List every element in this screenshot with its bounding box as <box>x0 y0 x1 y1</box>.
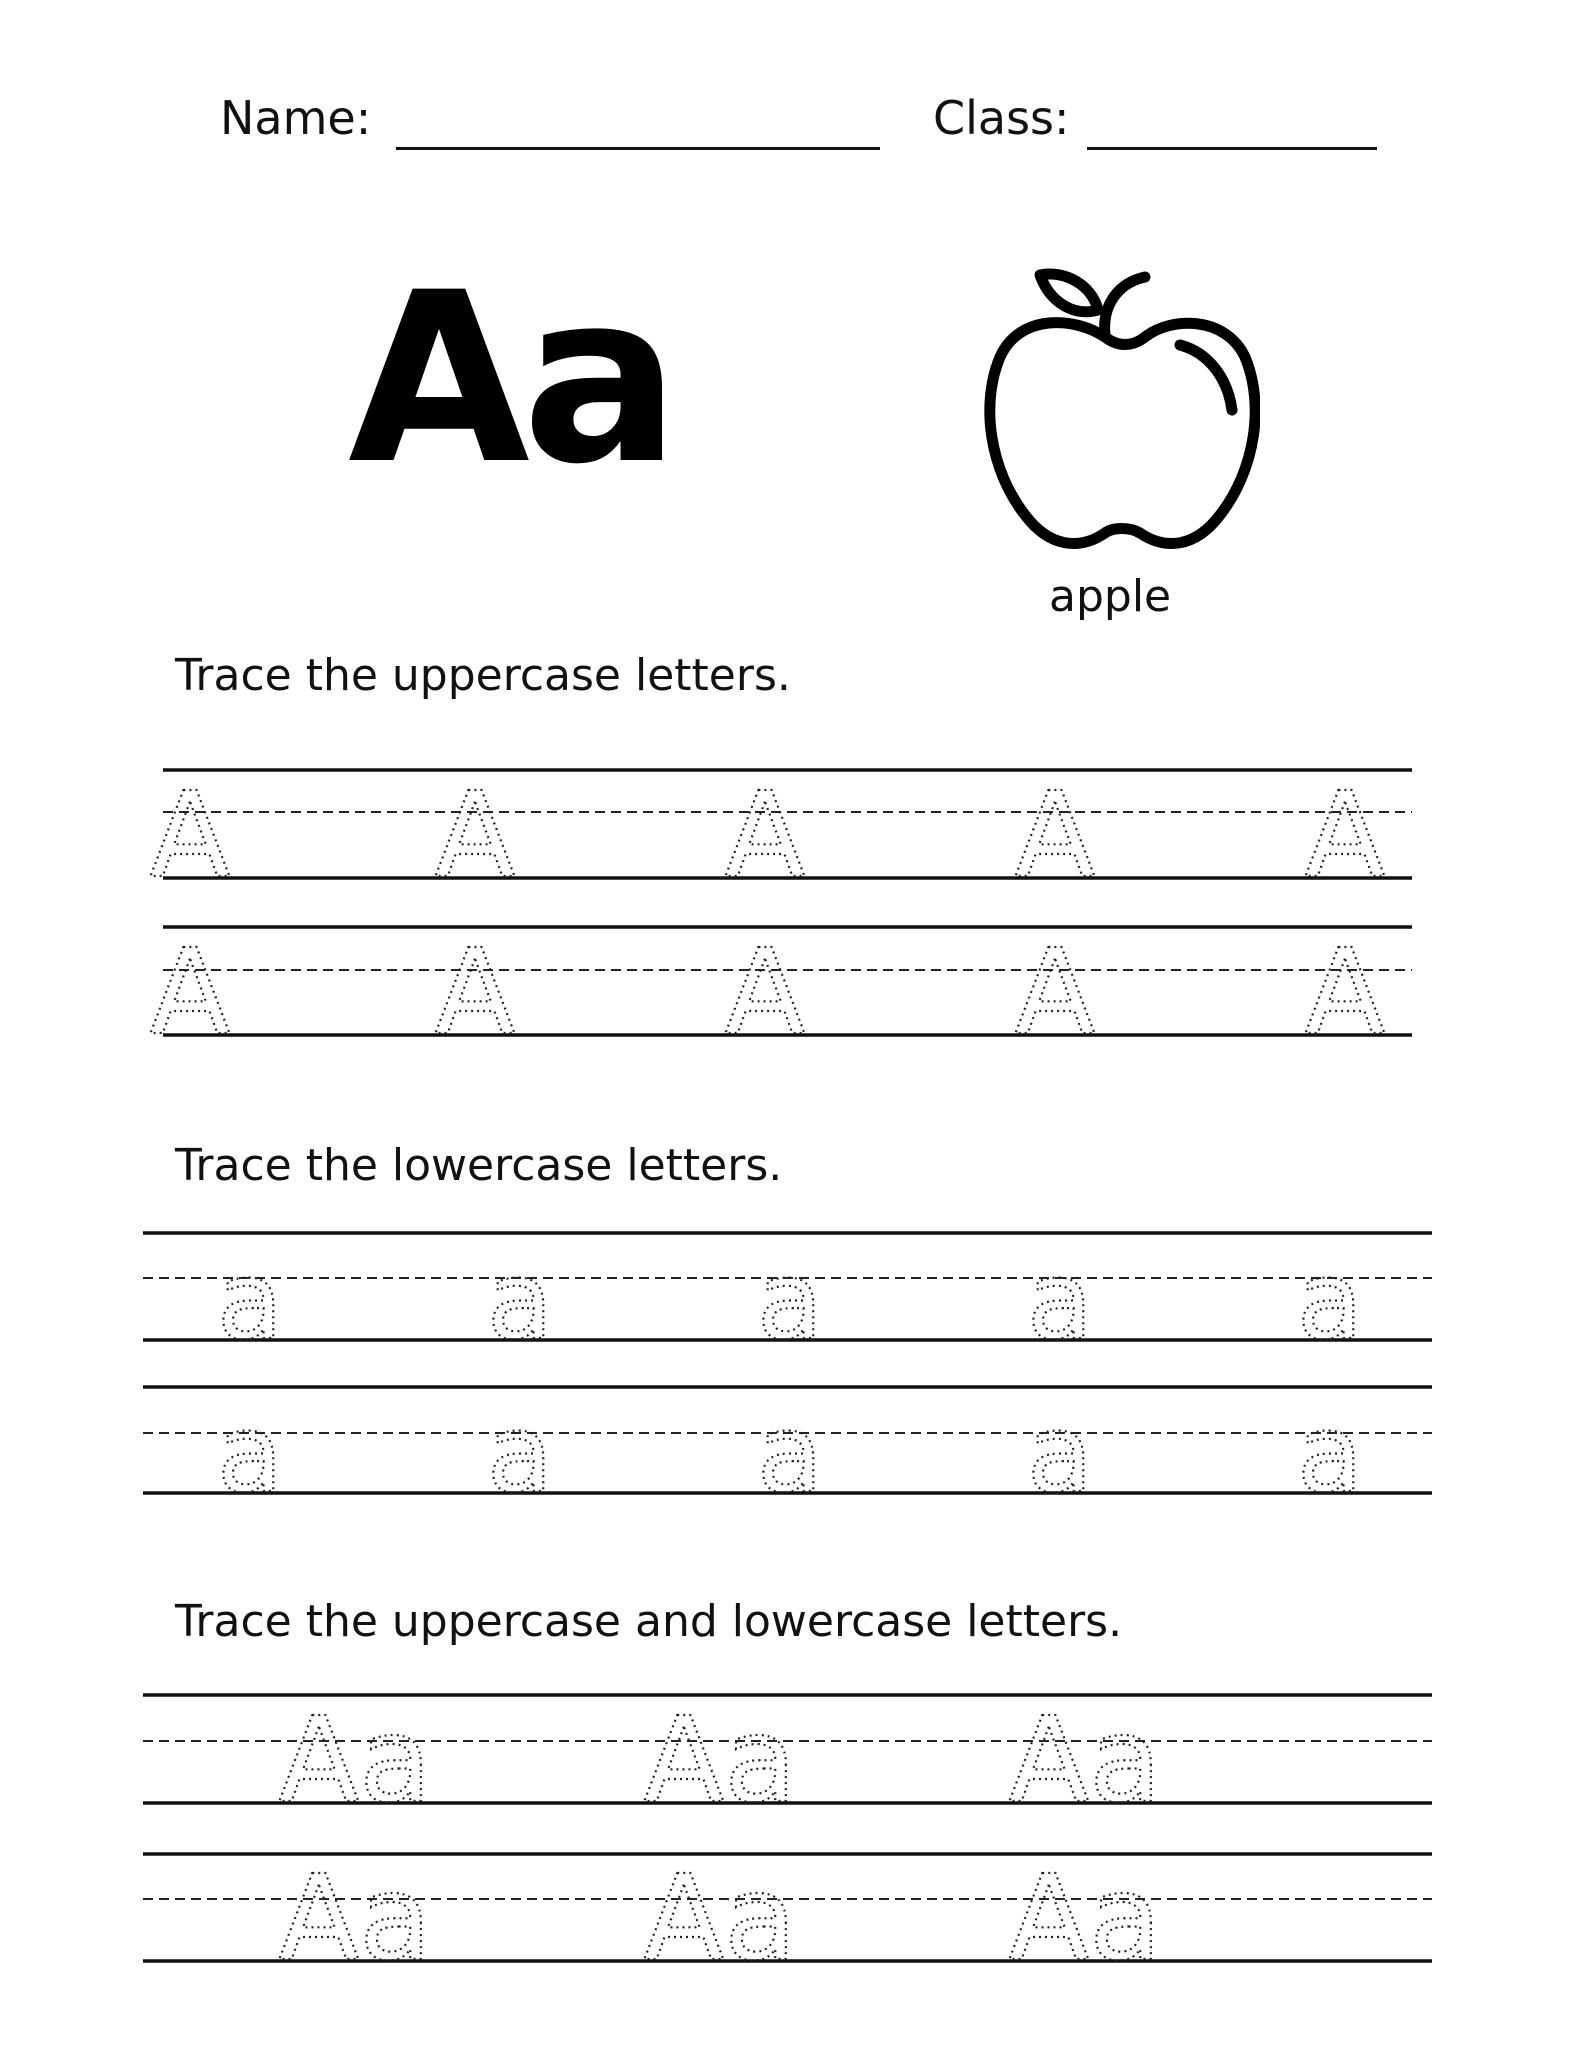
trace-letter: A <box>149 923 231 1061</box>
trace-letter: a <box>216 1239 284 1364</box>
tracing-row <box>143 1691 1432 1829</box>
class-label: Class: <box>933 91 1070 145</box>
trace-letter: a <box>1026 1239 1094 1364</box>
tracing-row <box>143 1387 1432 1517</box>
trace-letter: A <box>434 766 516 904</box>
trace-letter: A <box>1304 923 1386 1061</box>
trace-letter: a <box>216 1392 284 1517</box>
tracing-row <box>143 1233 1432 1364</box>
section-title-uppercase: Trace the uppercase letters. <box>175 650 791 701</box>
tracing-row <box>143 1849 1432 1987</box>
trace-letter: Aa <box>1008 1691 1162 1829</box>
trace-letter: Aa <box>278 1691 432 1829</box>
trace-letter: A <box>1014 923 1096 1061</box>
trace-letter: A <box>1014 766 1096 904</box>
picture-word: apple <box>1049 571 1172 622</box>
trace-letter: a <box>1296 1392 1364 1517</box>
trace-letter: a <box>486 1392 554 1517</box>
trace-letter: A <box>434 923 516 1061</box>
trace-letter: A <box>724 766 806 904</box>
trace-letter: Aa <box>1008 1849 1162 1987</box>
section-title-mixed: Trace the uppercase and lowercase letters. <box>175 1596 1123 1647</box>
trace-letter: Aa <box>643 1691 797 1829</box>
trace-letter: a <box>756 1392 824 1517</box>
trace-letter: a <box>486 1239 554 1364</box>
trace-letter: A <box>1304 766 1386 904</box>
tracing-row <box>150 923 1412 1061</box>
trace-letter: a <box>1026 1392 1094 1517</box>
trace-letter: a <box>1296 1239 1364 1364</box>
trace-letter: Aa <box>278 1849 432 1987</box>
trace-letter: A <box>149 766 231 904</box>
trace-letter: a <box>756 1239 824 1364</box>
trace-letter: A <box>724 923 806 1061</box>
trace-letter: Aa <box>643 1849 797 1987</box>
tracing-row <box>150 766 1412 904</box>
featured-letter: Aa <box>348 243 673 516</box>
name-label: Name: <box>220 91 372 145</box>
section-title-lowercase: Trace the lowercase letters. <box>175 1140 783 1191</box>
